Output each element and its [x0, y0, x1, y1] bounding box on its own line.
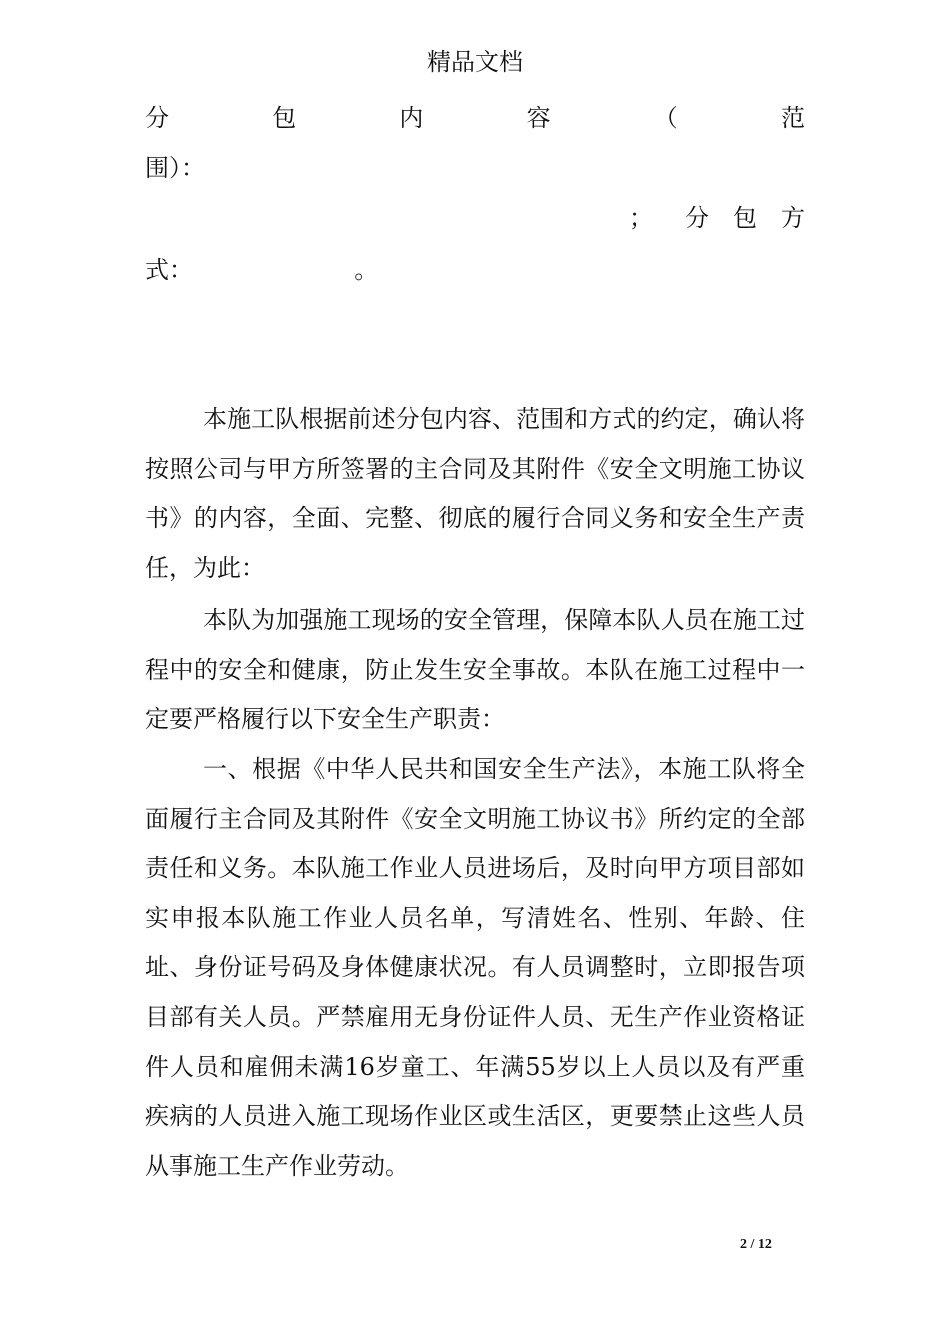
- char: （: [653, 104, 678, 132]
- char: 分: [145, 104, 169, 132]
- page-header-title: 精品文档: [427, 48, 523, 76]
- subcontract-method-line: [145, 202, 805, 234]
- page-number: 2 / 12: [740, 1237, 772, 1252]
- char: 包: [272, 104, 297, 132]
- char: 包: [733, 204, 757, 232]
- paragraph-clause-one: 一、根据《中华人民共和国安全生产法》，本施工队将全面履行主合同及其附件《安全文明施工协议书》所约定的全部责任和义务。本队施工作业人员进场后，及时向甲方项目部如实申报本队施工作业人员名单，写清姓名、性别、年龄、住址、身份证号码及身体健康状况。有人员调整时，立即报告项目部有关人员。严禁雇用无身份证件人员、无生产作业资格证件人员和雇佣未满16岁童工、年满55岁以上人员以及有严重疾病的人员进入施工现场作业区或生活区，更要禁止这些人员从事施工生产作业劳动。: [145, 755, 805, 1180]
- char: 容: [526, 104, 551, 132]
- method-label: 式：: [145, 256, 193, 284]
- period: 。: [354, 256, 379, 284]
- subcontract-content-line: [145, 102, 805, 134]
- char: 内: [399, 104, 424, 132]
- semicolon: ；: [629, 204, 653, 232]
- char: 方: [781, 204, 805, 232]
- subcontract-method-value-line: [145, 254, 805, 286]
- subcontract-scope-line: 围）：: [145, 154, 205, 182]
- paragraph-safety-management: 本队为加强施工现场的安全管理，保障本队人员在施工过程中的安全和健康，防止发生安全事故。本队在施工过程中一定要严格履行以下安全生产职责：: [145, 606, 805, 734]
- char: 范: [780, 104, 805, 132]
- char: 分: [685, 204, 709, 232]
- paragraph-confirmation: 本施工队根据前述分包内容、范围和方式的约定，确认将按照公司与甲方所签署的主合同及其附件《安全文明施工协议书》的内容，全面、完整、彻底的履行合同义务和安全生产责任，为此：: [145, 405, 805, 582]
